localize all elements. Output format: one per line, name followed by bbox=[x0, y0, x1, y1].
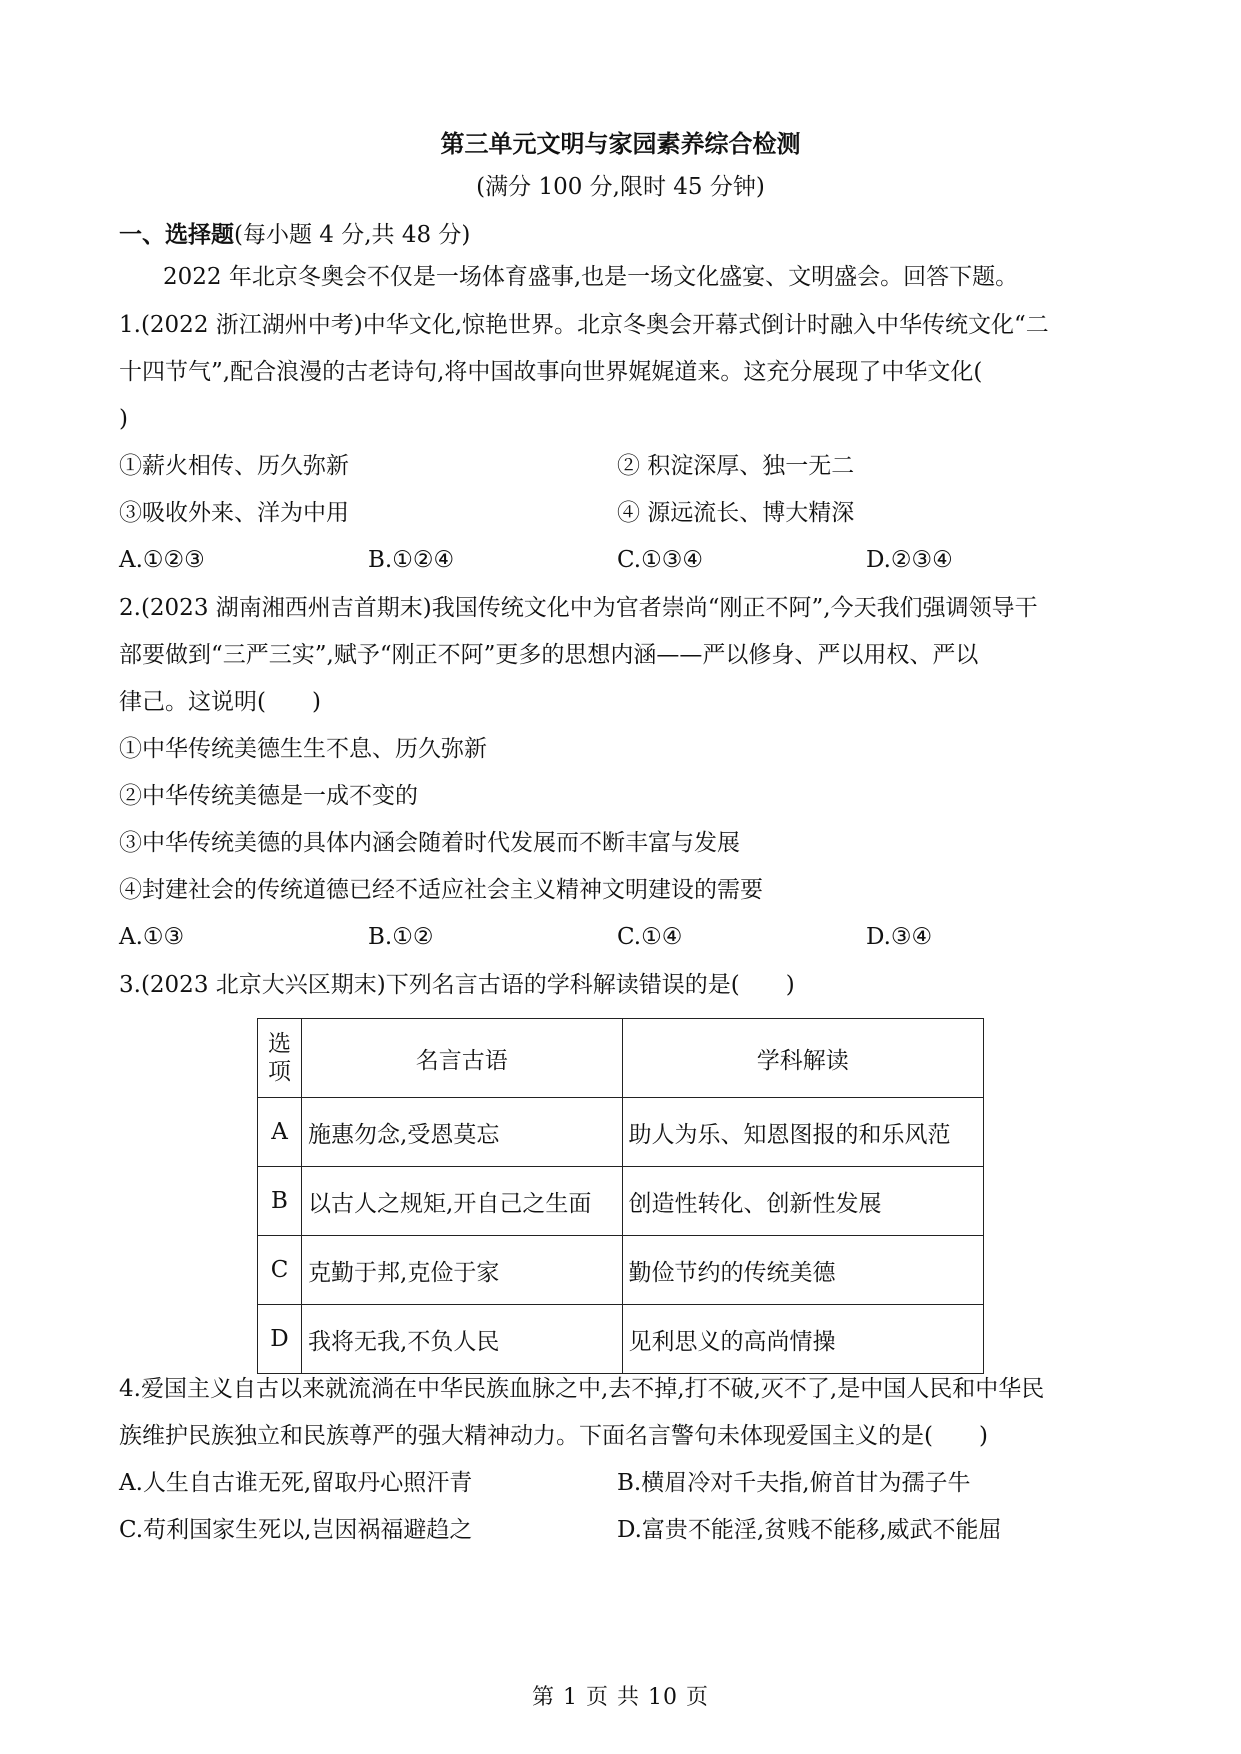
q2-statement-4: ④封建社会的传统道德已经不适应社会主义精神文明建设的需要 bbox=[119, 877, 763, 903]
q2-statement-3: ③中华传统美德的具体内涵会随着时代发展而不断丰富与发展 bbox=[119, 830, 740, 856]
section-title: 一、选择题 bbox=[119, 221, 234, 248]
q1-stem-line-3: ) bbox=[119, 406, 128, 432]
q4-option-b: B.横眉冷对千夫指,俯首甘为孺子牛 bbox=[617, 1470, 971, 1496]
header-option-char-1: 选 bbox=[268, 1031, 291, 1057]
page-footer: 第 1 页 共 10 页 bbox=[532, 1685, 709, 1710]
q2-option-d: D.③④ bbox=[866, 924, 933, 950]
q1-stem-line-2: 十四节气”,配合浪漫的古老诗句,将中国故事向世界娓娓道来。这充分展现了中华文化( bbox=[119, 359, 983, 385]
section-heading bbox=[119, 216, 470, 249]
q2-stem-line-2: 部要做到“三严三实”,赋予“刚正不阿”更多的思想内涵——严以修身、严以用权、严以 bbox=[119, 642, 979, 668]
table-row bbox=[258, 1236, 984, 1305]
q1-option-c: C.①③④ bbox=[617, 547, 703, 573]
header-option-char-2: 项 bbox=[268, 1059, 291, 1085]
q2-option-c: C.①④ bbox=[617, 924, 683, 950]
q2-statement-1: ①中华传统美德生生不息、历久弥新 bbox=[119, 736, 487, 762]
page-subtitle: (满分 100 分,限时 45 分钟) bbox=[476, 174, 765, 200]
row-option: B bbox=[258, 1167, 302, 1236]
q1-option-d: D.②③④ bbox=[866, 547, 953, 573]
table-row bbox=[258, 1098, 984, 1167]
q4-option-c: C.苟利国家生死以,岂因祸福避趋之 bbox=[119, 1517, 473, 1543]
q1-stem-line-1: 1.(2022 浙江湖州中考)中华文化,惊艳世界。北京冬奥会开幕式倒计时融入中华传统文化“二 bbox=[119, 312, 1049, 338]
q2-stem-line-3: 律己。这说明( ) bbox=[119, 689, 321, 715]
row-interpretation: 勤俭节约的传统美德 bbox=[622, 1236, 983, 1305]
row-quote: 施惠勿念,受恩莫忘 bbox=[302, 1098, 623, 1167]
q3-table bbox=[257, 1018, 984, 1374]
row-option: A bbox=[258, 1098, 302, 1167]
q4-stem-line-1: 4.爱国主义自古以来就流淌在中华民族血脉之中,去不掉,打不破,灭不了,是中国人民和中华民 bbox=[119, 1376, 1045, 1402]
q1-statement-3: ③吸收外来、洋为中用 bbox=[119, 500, 349, 526]
q2-stem-line-1: 2.(2023 湖南湘西州吉首期末)我国传统文化中为官者崇尚“刚正不阿”,今天我们强调领导干 bbox=[119, 595, 1038, 621]
q1-statement-4: ④ 源远流长、博大精深 bbox=[617, 500, 855, 526]
q3-stem: 3.(2023 北京大兴区期末)下列名言古语的学科解读错误的是( ) bbox=[119, 972, 795, 998]
row-option: D bbox=[258, 1305, 302, 1374]
row-quote: 克勤于邦,克俭于家 bbox=[302, 1236, 623, 1305]
q1-statement-2: ② 积淀深厚、独一无二 bbox=[617, 453, 855, 479]
table-row bbox=[258, 1167, 984, 1236]
table-row bbox=[258, 1305, 984, 1374]
q2-option-a: A.①③ bbox=[119, 924, 185, 950]
row-interpretation: 创造性转化、创新性发展 bbox=[622, 1167, 983, 1236]
header-quote: 名言古语 bbox=[302, 1019, 623, 1098]
q4-option-d: D.富贵不能淫,贫贱不能移,威武不能屈 bbox=[617, 1517, 1002, 1543]
row-quote: 我将无我,不负人民 bbox=[302, 1305, 623, 1374]
q1-statement-1: ①薪火相传、历久弥新 bbox=[119, 453, 349, 479]
intro-text: 2022 年北京冬奥会不仅是一场体育盛事,也是一场文化盛宴、文明盛会。回答下题。 bbox=[163, 264, 1019, 290]
page-title: 第三单元文明与家园素养综合检测 bbox=[440, 129, 801, 158]
header-interpretation: 学科解读 bbox=[622, 1019, 983, 1098]
row-option: C bbox=[258, 1236, 302, 1305]
q4-stem-line-2: 族维护民族独立和民族尊严的强大精神动力。下面名言警句未体现爱国主义的是( ) bbox=[119, 1423, 988, 1449]
q2-option-b: B.①② bbox=[368, 924, 434, 950]
table-header-row bbox=[258, 1019, 984, 1098]
section-note: (每小题 4 分,共 48 分) bbox=[234, 222, 471, 248]
q1-option-a: A.①②③ bbox=[119, 547, 205, 573]
q1-option-b: B.①②④ bbox=[368, 547, 455, 573]
row-quote: 以古人之规矩,开自己之生面 bbox=[302, 1167, 623, 1236]
q4-option-a: A.人生自古谁无死,留取丹心照汗青 bbox=[119, 1470, 473, 1496]
q2-statement-2: ②中华传统美德是一成不变的 bbox=[119, 783, 418, 809]
header-option bbox=[258, 1019, 302, 1098]
row-interpretation: 助人为乐、知恩图报的和乐风范 bbox=[622, 1098, 983, 1167]
row-interpretation: 见利思义的高尚情操 bbox=[622, 1305, 983, 1374]
